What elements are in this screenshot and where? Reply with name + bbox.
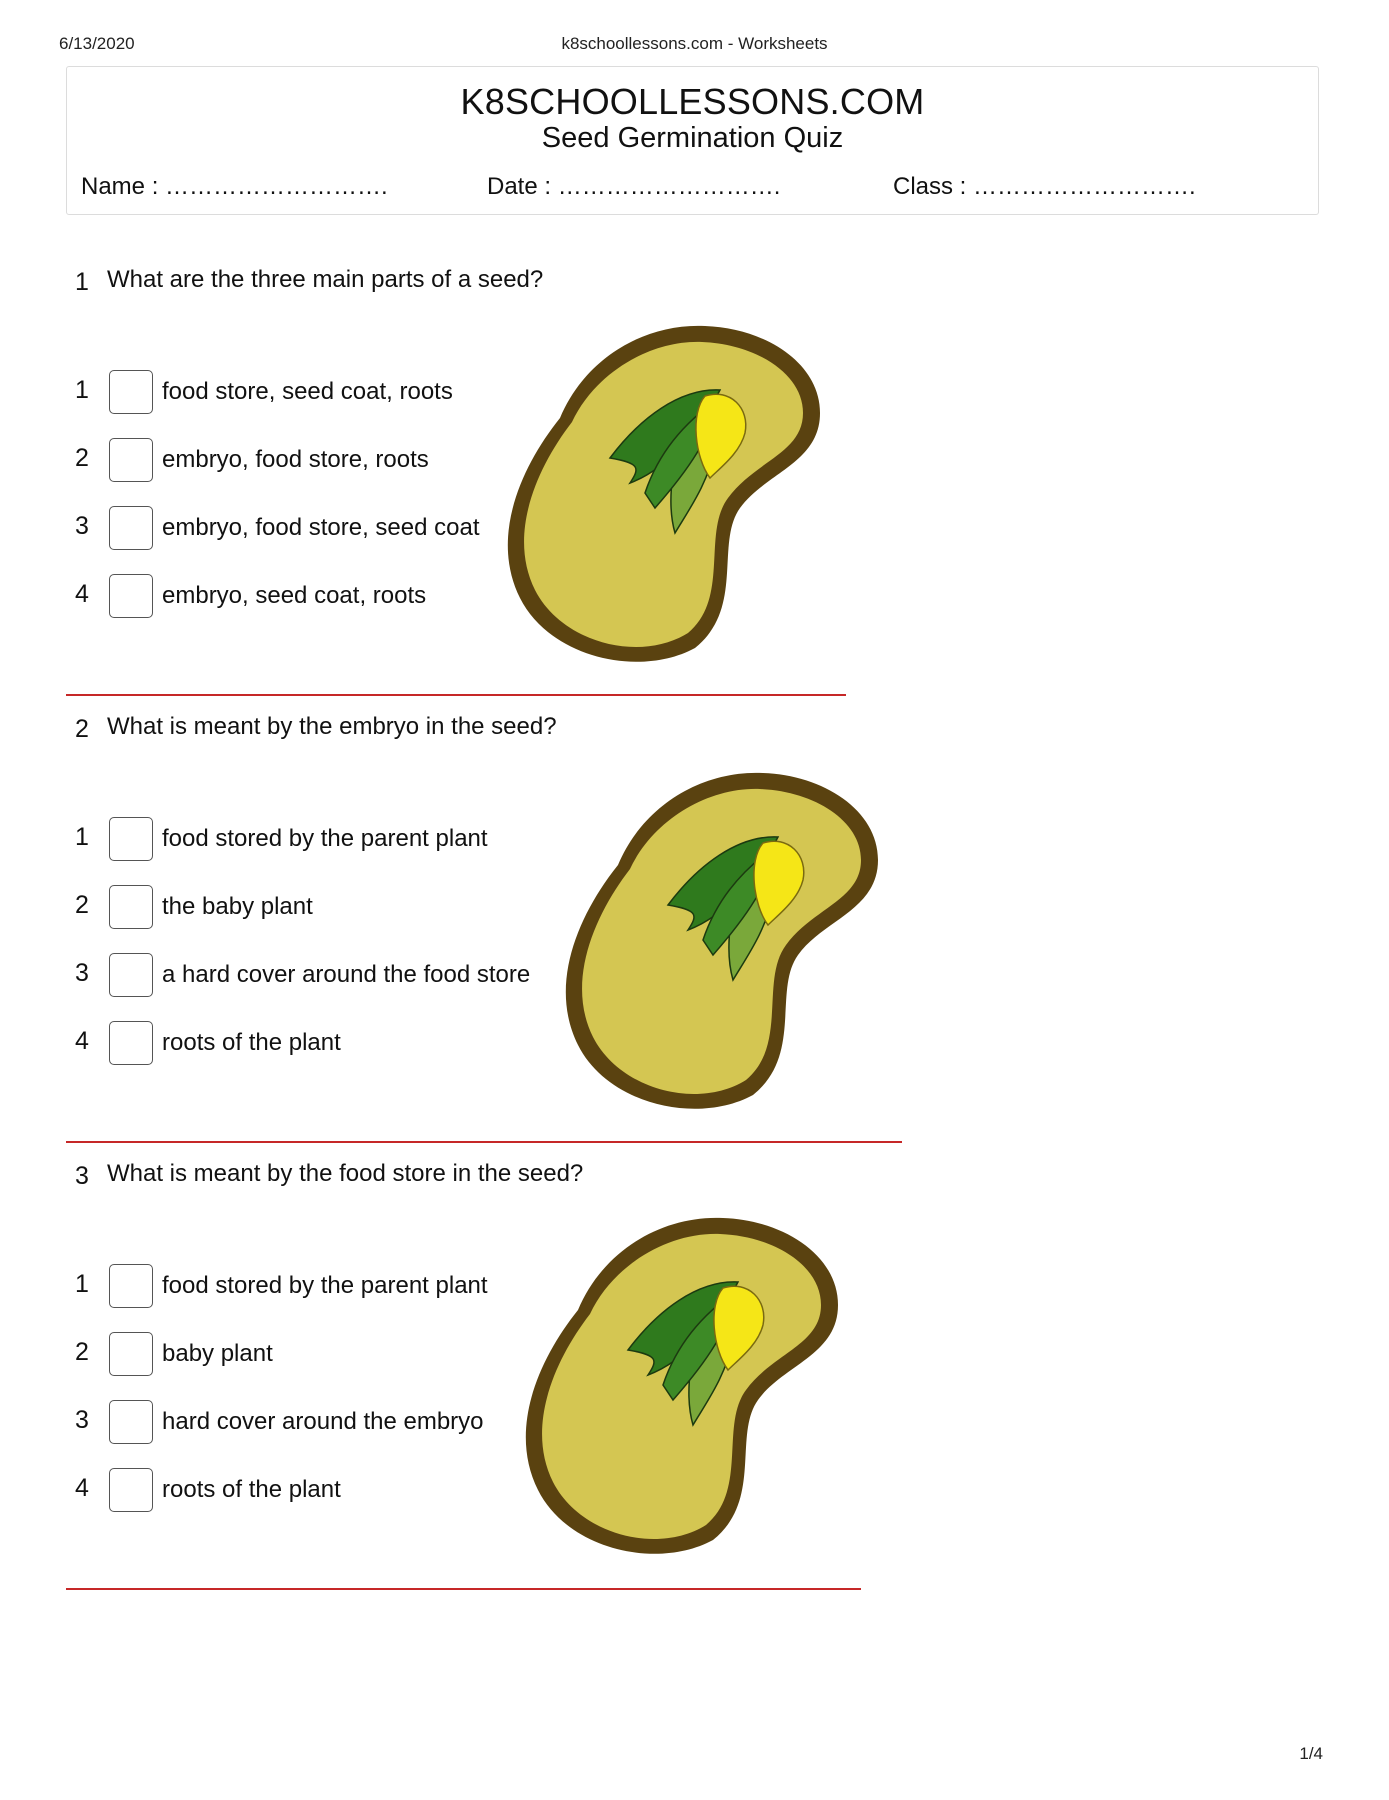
question-divider	[66, 1141, 902, 1143]
print-header	[0, 34, 1389, 56]
option-label: food stored by the parent plant	[162, 1272, 488, 1299]
seed-drawing	[508, 326, 820, 662]
option-label: food store, seed coat, roots	[162, 378, 453, 405]
option-label: hard cover around the embryo	[162, 1408, 484, 1435]
answer-checkbox[interactable]	[109, 1468, 153, 1512]
option-label: food stored by the parent plant	[162, 825, 488, 852]
option-label: the baby plant	[162, 893, 313, 920]
option-number: 2	[75, 891, 89, 919]
question-number: 1	[75, 268, 89, 296]
bean-seed-icon	[490, 318, 830, 668]
bean-seed-icon	[508, 1210, 848, 1560]
bean-seed-icon	[548, 765, 888, 1115]
site-title: K8SCHOOLLESSONS.COM	[460, 81, 925, 122]
answer-checkbox[interactable]	[109, 1400, 153, 1444]
answer-checkbox[interactable]	[109, 817, 153, 861]
worksheet-title-box	[66, 66, 1319, 215]
option-label: roots of the plant	[162, 1029, 341, 1056]
question-divider	[66, 694, 846, 696]
answer-checkbox[interactable]	[109, 574, 153, 618]
answer-checkbox[interactable]	[109, 1021, 153, 1065]
option-number: 3	[75, 512, 89, 540]
option-number: 2	[75, 444, 89, 472]
print-title: k8schoollessons.com - Worksheets	[561, 34, 828, 53]
question-number: 3	[75, 1162, 89, 1190]
seed-drawing	[526, 1218, 838, 1554]
option-label: a hard cover around the food store	[162, 961, 531, 988]
option-number: 3	[75, 1406, 89, 1434]
question-text: What is meant by the embryo in the seed?	[107, 713, 557, 740]
option-number: 1	[75, 376, 89, 404]
print-date: 6/13/2020	[59, 34, 135, 53]
option-number: 2	[75, 1338, 89, 1366]
seed-drawing	[566, 773, 878, 1109]
option-number: 4	[75, 580, 89, 608]
answer-checkbox[interactable]	[109, 370, 153, 414]
option-number: 4	[75, 1474, 89, 1502]
class-field[interactable]: Class : ……………………….	[893, 173, 1196, 200]
question-text: What is meant by the food store in the seed?	[107, 1160, 584, 1187]
answer-checkbox[interactable]	[109, 953, 153, 997]
option-label: embryo, seed coat, roots	[162, 582, 427, 609]
name-field[interactable]: Name : ……………………….	[81, 173, 388, 200]
answer-checkbox[interactable]	[109, 885, 153, 929]
quiz-title: Seed Germination Quiz	[541, 122, 844, 154]
date-field[interactable]: Date : ……………………….	[487, 173, 781, 200]
option-label: roots of the plant	[162, 1476, 341, 1503]
option-label: embryo, food store, roots	[162, 446, 429, 473]
option-number: 1	[75, 1270, 89, 1298]
option-number: 1	[75, 823, 89, 851]
option-label: embryo, food store, seed coat	[162, 514, 480, 541]
answer-checkbox[interactable]	[109, 1332, 153, 1376]
answer-checkbox[interactable]	[109, 506, 153, 550]
question-divider	[66, 1588, 861, 1590]
answer-checkbox[interactable]	[109, 438, 153, 482]
option-number: 4	[75, 1027, 89, 1055]
answer-checkbox[interactable]	[109, 1264, 153, 1308]
question-text: What are the three main parts of a seed?	[107, 266, 544, 293]
option-label: baby plant	[162, 1340, 273, 1367]
question-number: 2	[75, 715, 89, 743]
page-number: 1/4	[1299, 1744, 1323, 1763]
option-number: 3	[75, 959, 89, 987]
